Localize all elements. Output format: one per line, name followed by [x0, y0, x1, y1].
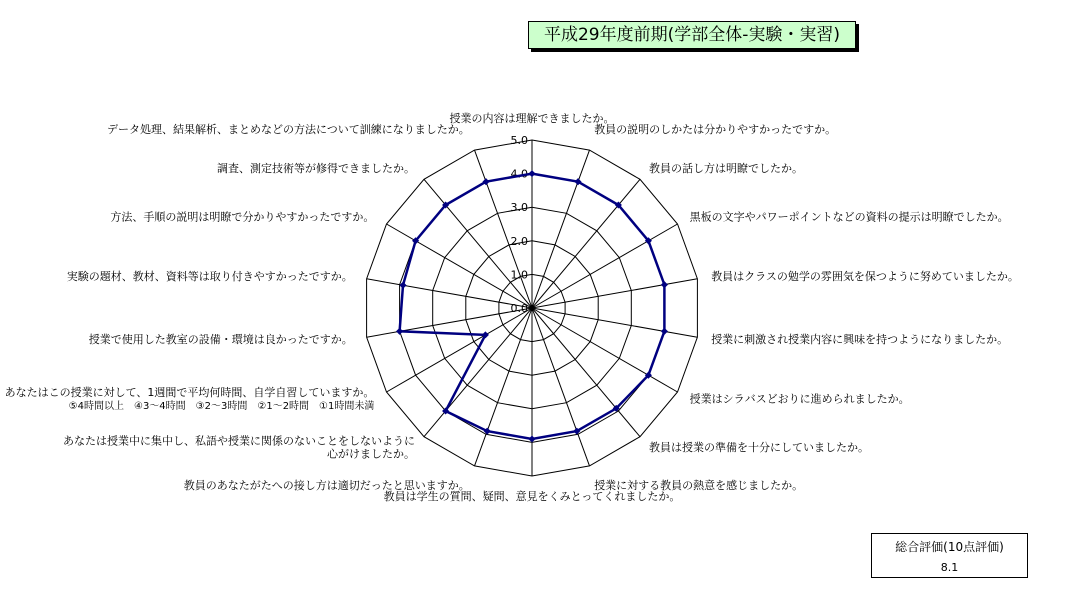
radar-category-label: データ処理、結果解析、まとめなどの方法について訓練になりましたか。 [107, 123, 470, 136]
radar-category-label: 授業で使用した教室の設備・環境は良かったですか。 [88, 333, 353, 347]
radar-tick-label: 2.0 [510, 234, 528, 248]
radar-category-label: 教員の話し方は明瞭でしたか。 [649, 162, 803, 176]
overall-score-box [871, 533, 1028, 578]
radar-category-label: 調査、測定技術等が修得できましたか。 [217, 162, 415, 176]
radar-category-label: 教員の説明のしかたは分かりやすかったですか。 [594, 123, 837, 136]
radar-data-point [661, 328, 668, 335]
radar-data-point [528, 170, 535, 177]
radar-tick-label: 3.0 [510, 201, 528, 215]
radar-category-label: あなたは授業中に集中し、私語や授業に関係のないことをしないように [63, 434, 415, 448]
radar-tick-label: 0.0 [510, 302, 528, 315]
radar-category-label: ⑤4時間以上 ④3～4時間 ③2～3時間 ②1～2時間 ①1時間未満 [68, 401, 375, 412]
radar-category-label: あなたはこの授業に対して、1週間で平均何時間、自学自習していますか。 [4, 386, 375, 399]
radar-spoke [532, 150, 590, 308]
radar-category-label: 授業に対する教員の熱意を感じましたか。 [594, 479, 804, 492]
radar-category-label: 授業はシラバスどおりに進められましたか。 [689, 392, 910, 406]
radar-category-label: 心がけましたか。 [327, 447, 415, 461]
radar-category-label: 授業に刺激され授業内容に興味を持つようになりましたか。 [711, 333, 1009, 347]
overall-score-label: 総合評価(10点評価) [895, 540, 1004, 554]
radar-category-label: 教員のあなたがたへの接し方は適切だったと思いますか。 [183, 479, 470, 492]
radar-category-label: 実験の題材、教材、資料等は取り付きやすかったですか。 [66, 269, 353, 283]
radar-category-label: 方法、手順の説明は明瞭で分かりやすかったですか。 [110, 210, 375, 224]
radar-category-label: 教員は授業の準備を十分にしていましたか。 [649, 440, 869, 454]
radar-spoke [532, 308, 590, 466]
radar-category-label: 教員は学生の質問、疑問、意見をくみとってくれましたか。 [383, 490, 681, 503]
radar-category-label: 授業の内容は理解できましたか。 [449, 112, 615, 125]
radar-spoke [475, 308, 533, 466]
radar-data-point [396, 328, 403, 335]
overall-score-value: 8.1 [940, 561, 959, 574]
radar-data-point [661, 281, 668, 288]
radar-category-label: 教員はクラスの勉学の雰囲気を保つように努めていましたか。 [711, 269, 1019, 283]
radar-tick-label: 4.0 [510, 167, 528, 181]
radar-tick-label: 1.0 [510, 268, 528, 282]
radar-category-label: 黒板の文字やパワーポイントなどの資料の提示は明瞭でしたか。 [689, 210, 1009, 224]
radar-tick-label: 5.0 [510, 134, 528, 147]
chart-title: 平成29年度前期(学部全体-実験・実習) [528, 21, 856, 49]
